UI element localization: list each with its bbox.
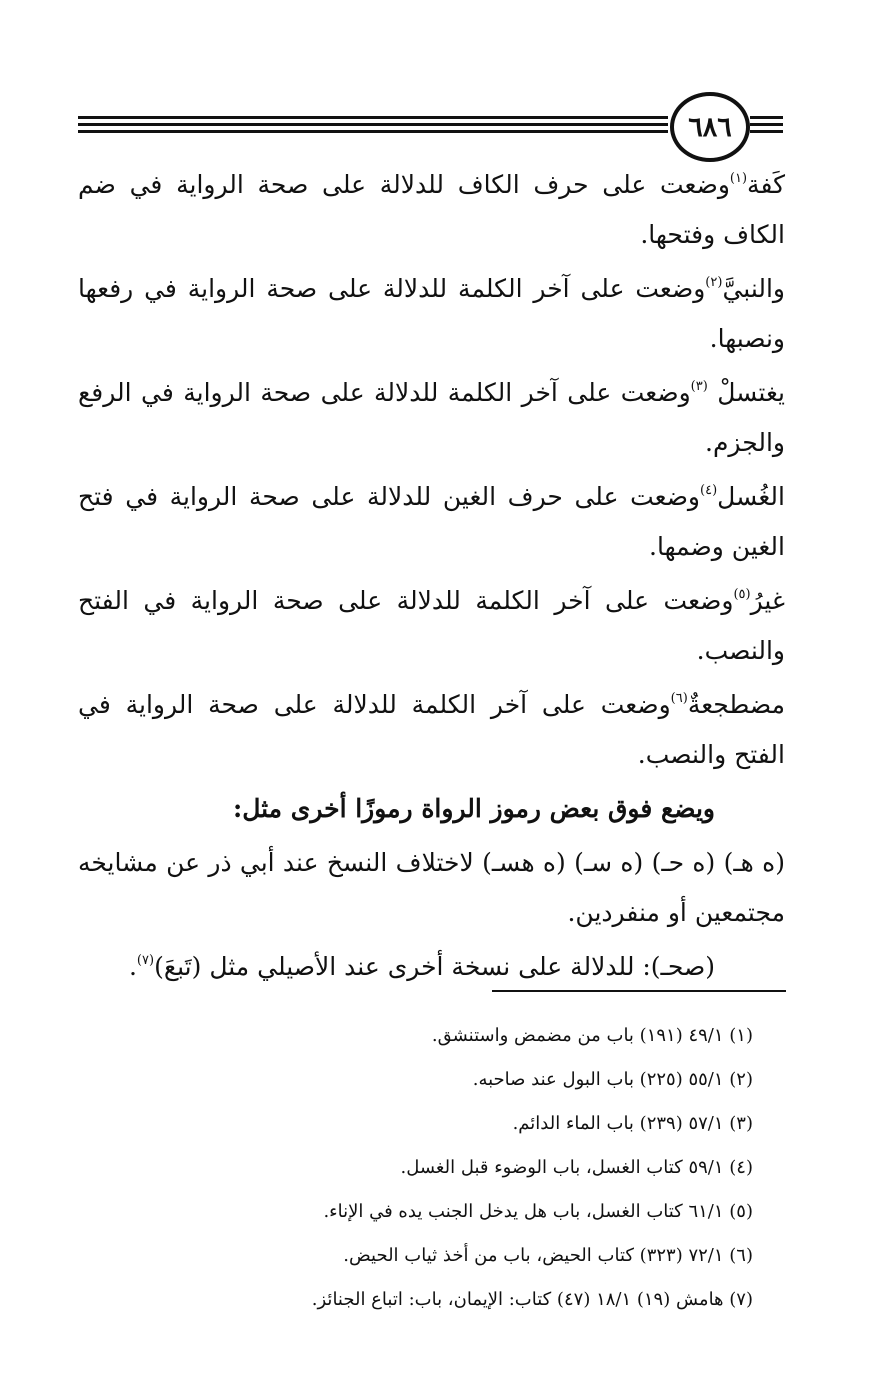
paragraph-text: وضعت على آخر الكلمة للدلالة على صحة الرواية في رفعها ونصبها. — [78, 274, 785, 353]
paragraph-text: وضعت على حرف الكاف للدلالة على صحة الرواية في ضم الكاف وفتحها. — [78, 170, 785, 249]
paragraph-word: الغُسل — [717, 482, 785, 511]
bold-heading-line: ويضع فوق بعض رموز الرواة رموزًا أخرى مثل: — [232, 794, 715, 823]
paragraph-text: وضعت على آخر الكلمة للدلالة على صحة الرواية في الفتح والنصب. — [78, 586, 785, 665]
header-rule — [78, 116, 668, 119]
paragraph — [78, 680, 785, 780]
footnote-ref: (٣) — [690, 379, 708, 394]
paragraph-text: وضعت على آخر الكلمة للدلالة على صحة الرواية في الرفع والجزم. — [78, 378, 785, 457]
header-rule — [750, 130, 783, 133]
paragraph-word: والنبيَّ — [722, 274, 785, 303]
last-paragraph — [78, 942, 785, 992]
footnote-separator — [492, 990, 786, 992]
footnotes — [78, 1014, 753, 1322]
footnote: (٣) ٥٧/١ (٢٣٩) باب الماء الدائم. — [512, 1113, 753, 1134]
footnote: (١) ٤٩/١ (١٩١) باب من مضمض واستنشق. — [431, 1025, 753, 1046]
paragraph-word: كَفة — [747, 170, 785, 199]
paragraph-text: وضعت على حرف الغين للدلالة على صحة الرواية في فتح الغين وضمها. — [78, 482, 785, 561]
last-paragraph-text: (صحـ): للدلالة على نسخة أخرى عند الأصيلي مثل (تَبعَ) — [154, 952, 715, 981]
paragraph-word: يغتسلْ — [707, 378, 785, 407]
header-rule — [750, 123, 783, 126]
paragraph — [78, 160, 785, 260]
paragraph — [78, 472, 785, 572]
footnote-ref: (٦) — [670, 691, 688, 706]
footnote: (٦) ٧٢/١ (٣٢٣) كتاب الحيض، باب من أخذ ثياب الحيض. — [343, 1245, 753, 1266]
paragraph-word: مضطجعةٌ — [687, 690, 785, 719]
page-header — [78, 92, 783, 158]
paragraph — [78, 264, 785, 364]
last-paragraph-end: . — [128, 952, 137, 981]
footnote: (٤) ٥٩/١ كتاب الغسل، باب الوضوء قبل الغسل. — [400, 1157, 753, 1178]
page-number: ٦٨٦ — [670, 92, 750, 162]
paragraph-word: غيرُ — [750, 586, 785, 615]
footnote-ref: (٧) — [136, 953, 155, 968]
header-rule — [78, 123, 668, 126]
header-rule — [78, 130, 668, 133]
footnote: (٧) هامش (١٩) ١٨/١ (٤٧) كتاب: الإيمان، باب: اتباع الجنائز. — [311, 1289, 753, 1310]
paragraph — [78, 368, 785, 468]
footnote: (٥) ٦١/١ كتاب الغسل، باب هل يدخل الجنب يده في الإناء. — [323, 1201, 753, 1222]
footnote-ref: (١) — [729, 171, 748, 186]
paragraph-text: وضعت على آخر الكلمة للدلالة على صحة الرواية في الفتح والنصب. — [78, 690, 785, 769]
footnote-ref: (٤) — [700, 483, 718, 498]
footnote: (٢) ٥٥/١ (٢٢٥) باب البول عند صاحبه. — [472, 1069, 753, 1090]
symbols-paragraph: (ه هـ) (ه حـ) (ه سـ) (ه هسـ) لاختلاف النسخ عند أبي ذر عن مشايخه مجتمعين أو منفردين. — [78, 848, 785, 927]
paragraph — [78, 576, 785, 676]
header-rule — [750, 116, 783, 119]
footnote-ref: (٥) — [733, 587, 751, 602]
main-text — [78, 160, 785, 996]
footnote-ref: (٢) — [705, 275, 723, 290]
